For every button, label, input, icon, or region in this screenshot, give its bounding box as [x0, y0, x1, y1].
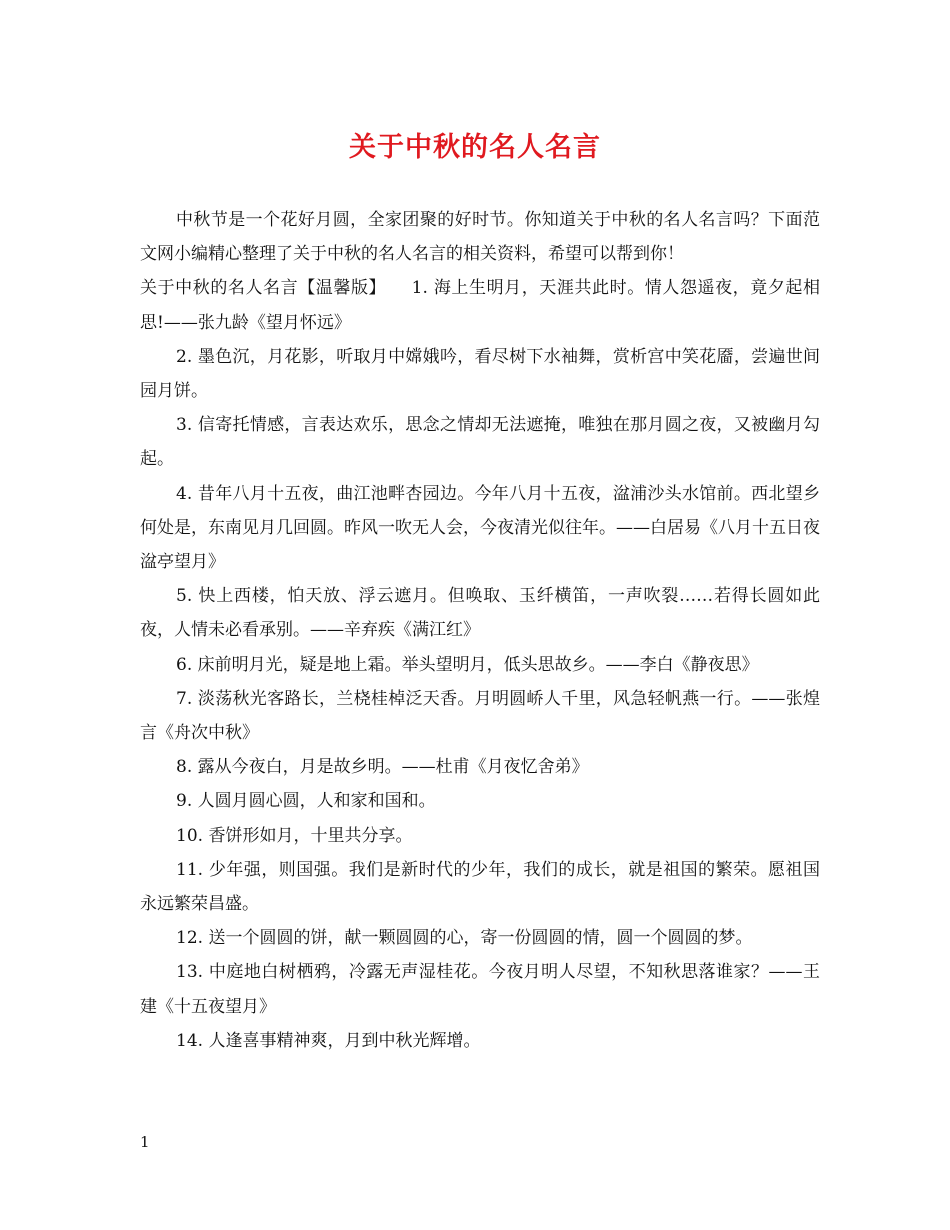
quote-item: 13. 中庭地白树栖鸦，冷露无声湿桂花。今夜月明人尽望，不知秋思落谁家？——王建《十五夜望月》: [140, 962, 820, 1017]
quote-item: 14. 人逢喜事精神爽，月到中秋光辉增。: [176, 1030, 481, 1051]
quote-item: 1. 海上生明月，天涯共此时。情人怨遥夜，竟夕起相思!——张九龄《望月怀远》: [140, 278, 821, 333]
quote-item: 5. 快上西楼，怕天放、浮云遮月。但唤取、玉纤横笛，一声吹裂……若得长圆如此夜，人情未必看承别。——辛弃疾《满江红》: [140, 586, 820, 641]
quote-item: 7. 淡荡秋光客路长，兰桡桂棹泛天香。月明圆峤人千里，风急轻帆燕一行。——张煌言《舟次中秋》: [140, 688, 820, 744]
quote-item: 10. 香饼形如月，十里共分享。: [176, 825, 413, 846]
section-heading: 关于中秋的名人名言【温馨版】: [140, 278, 387, 299]
page-number: 1: [140, 1133, 150, 1151]
quote-item: 11. 少年强，则国强。我们是新时代的少年，我们的成长，就是祖国的繁荣。愿祖国永远繁荣昌盛。: [140, 859, 820, 915]
intro-paragraph: 中秋节是一个花好月圆，全家团聚的好时节。你知道关于中秋的名人名言吗？下面范文网小编精心整理了关于中秋的名人名言的相关资料，希望可以帮到你！: [140, 210, 820, 265]
quote-item: 4. 昔年八月十五夜，曲江池畔杏园边。今年八月十五夜，湓浦沙头水馆前。西北望乡何处是，东南见月几回圆。昨风一吹无人会，今夜清光似往年。——白居易《八月十五日夜湓亭望月》: [140, 483, 820, 573]
document-body: [140, 203, 820, 1058]
quote-item: 6. 床前明月光，疑是地上霜。举头望明月，低头思故乡。——李白《静夜思》: [176, 654, 759, 675]
quote-item: 9. 人圆月圆心圆，人和家和国和。: [176, 791, 436, 812]
quote-item: 3. 信寄托情感，言表达欢乐，思念之情却无法遮掩，唯独在那月圆之夜，又被幽月勾起。: [140, 415, 820, 470]
page-title: 关于中秋的名人名言: [349, 132, 601, 163]
quote-item: 12. 送一个圆圆的饼，献一颗圆圆的心，寄一份圆圆的情，圆一个圆圆的梦。: [176, 928, 753, 949]
section-paragraph: [140, 271, 820, 339]
quote-item: 2. 墨色沉，月花影，听取月中嫦娥吟，看尽树下水袖舞，赏析宫中笑花靥，尝遍世间园月饼。: [140, 346, 820, 402]
quote-item: 8. 露从今夜白，月是故乡明。——杜甫《月夜忆舍弟》: [176, 757, 589, 778]
